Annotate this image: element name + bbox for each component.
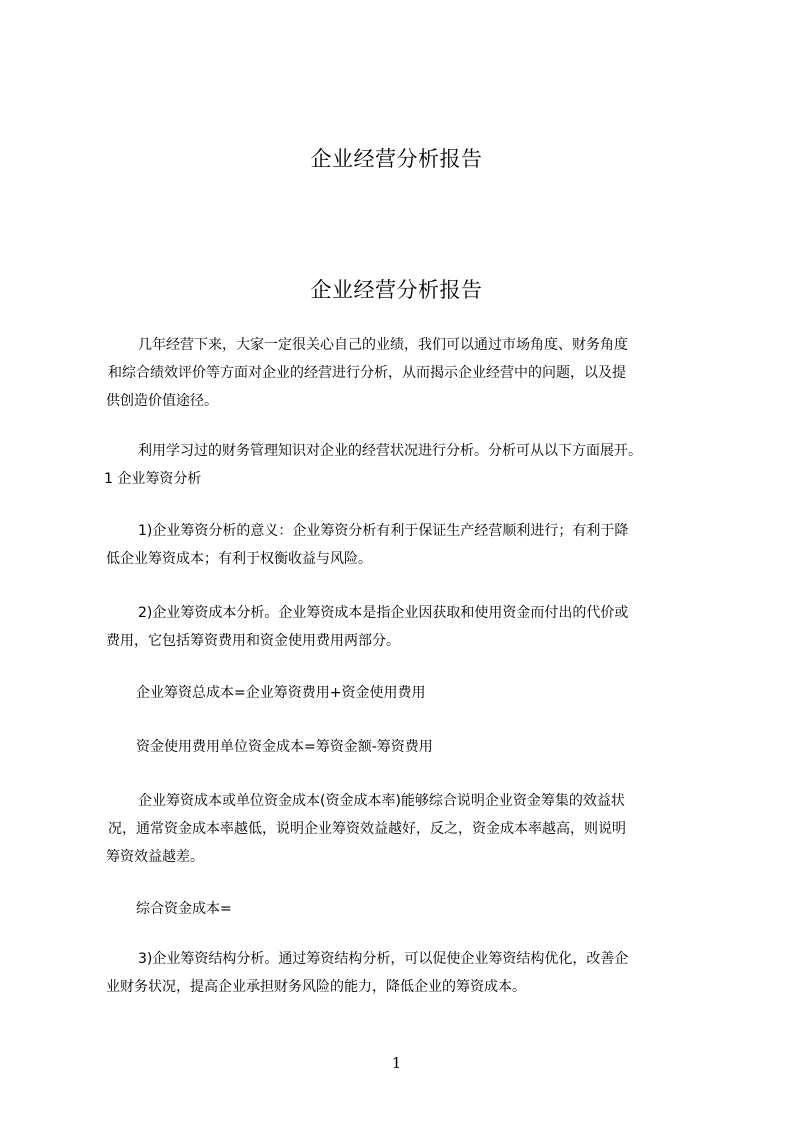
formula-text: 综合资金成本=	[136, 901, 232, 917]
formula-unit-cost	[106, 733, 706, 761]
paragraph-line: 企业筹资成本或单位资金成本(资金成本率)能够综合说明企业资金筹集的效益状	[138, 793, 625, 809]
paragraph-line: 几年经营下来，大家一定很关心自己的业绩，我们可以通过市场角度、财务角度	[138, 337, 628, 353]
paragraph-method	[106, 437, 706, 465]
header-title: 企业经营分析报告	[310, 147, 483, 171]
document-title: 企业经营分析报告	[310, 278, 483, 302]
paragraph-financing-cost	[106, 599, 706, 655]
paragraph-line: 利用学习过的财务管理知识对企业的经营状况进行分析。分析可从以下方面展开。	[138, 443, 642, 459]
paragraph-cost-rate	[106, 787, 706, 871]
paragraph-line: 2)企业筹资成本分析。企业筹资成本是指企业因获取和使用资金而付出的代价或	[138, 605, 629, 621]
paragraph-financing-meaning	[106, 517, 706, 573]
paragraph-intro	[106, 331, 706, 415]
page-number: 1	[391, 1054, 402, 1072]
paragraph-line: 和综合绩效评价等方面对企业的经营进行分析，从而揭示企业经营中的问题，以及提	[108, 365, 626, 381]
paragraph-line: 筹资效益越差。	[106, 849, 204, 865]
paragraph-line: 况，通常资金成本率越低，说明企业筹资效益越好，反之，资金成本率越高，则说明	[108, 821, 626, 837]
formula-text: 资金使用费用单位资金成本=筹资金额-筹资费用	[136, 739, 433, 755]
formula-text: 企业筹资总成本=企业筹资费用+资金使用费用	[136, 685, 426, 701]
paragraph-line: 1)企业筹资分析的意义：企业筹资分析有利于保证生产经营顺利进行；有利于降	[138, 523, 629, 539]
paragraph-financing-structure	[106, 945, 706, 1001]
formula-combined-cost	[106, 895, 706, 923]
paragraph-line: 业财务状况，提高企业承担财务风险的能力，降低企业的筹资成本。	[106, 979, 526, 995]
paragraph-line: 低企业筹资成本；有利于权衡收益与风险。	[106, 551, 372, 567]
section-heading-text: 1 企业筹资分析	[104, 471, 202, 487]
paragraph-line: 费用，它包括筹资费用和资金使用费用两部分。	[106, 633, 400, 649]
formula-total-cost	[106, 679, 706, 707]
section-heading	[104, 465, 704, 493]
paragraph-line: 供创造价值途径。	[106, 393, 218, 409]
paragraph-line: 3)企业筹资结构分析。通过筹资结构分析，可以促使企业筹资结构优化，改善企	[138, 951, 629, 967]
